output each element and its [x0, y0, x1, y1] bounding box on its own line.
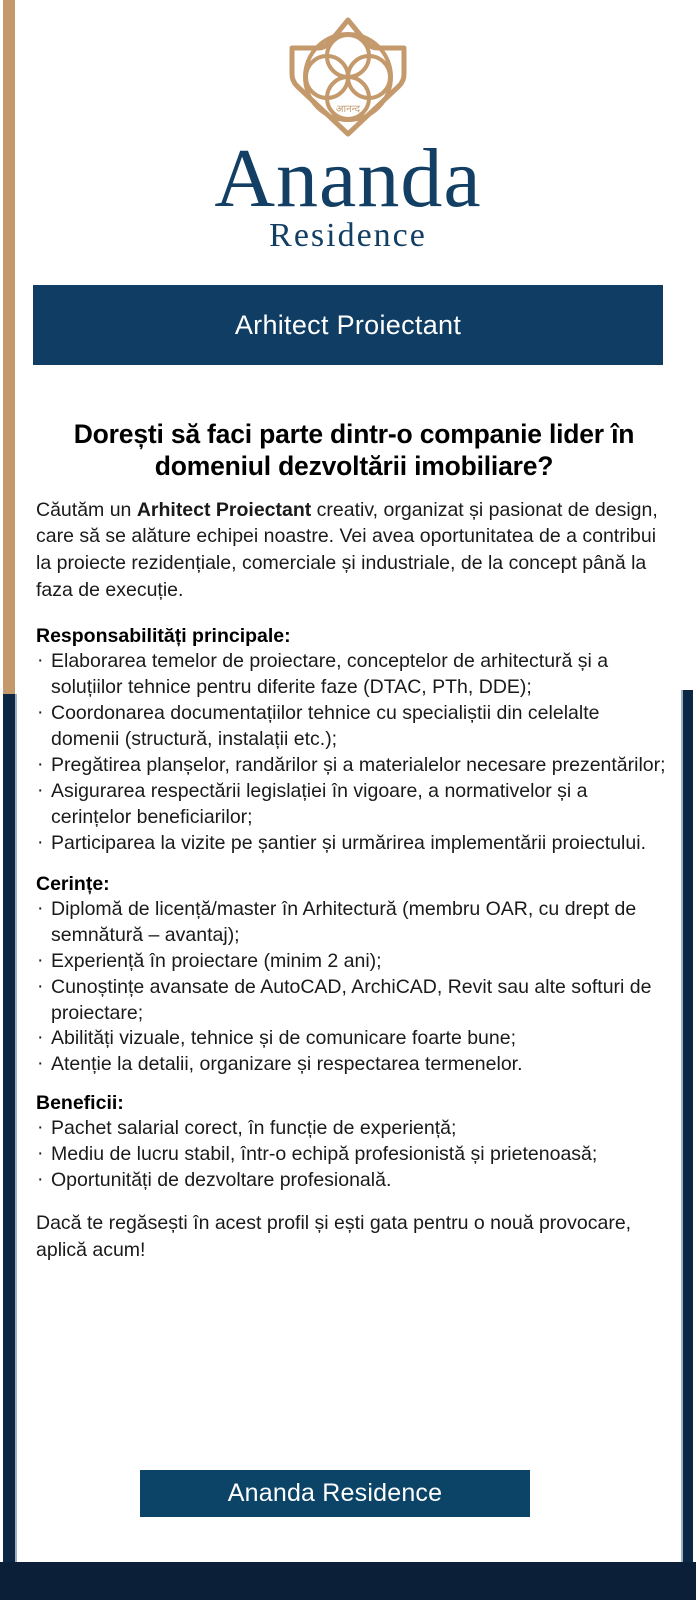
svg-text:आनन्द: आनन्द	[335, 104, 361, 115]
list-item: · Coordonarea documentațiilor tehnice cu specialiștii din celelalte domenii (structură, instalații etc.);	[36, 701, 672, 753]
job-title-text: Arhitect Proiectant	[234, 309, 462, 340]
section-responsabilitati	[36, 625, 672, 856]
section-heading: Responsabilități principale:	[36, 625, 291, 648]
list-item: · Pachet salarial corect, în funcție de experiență;	[36, 1116, 672, 1142]
section-spacer	[36, 857, 672, 873]
list-item: · Pregătirea planșelor, randărilor și a materialelor necesare prezentărilor;	[36, 753, 672, 779]
list-item: · Diplomă de licență/master în Arhitectură (membru OAR, cu drept de semnătură – avantaj);	[36, 897, 672, 949]
section-bullet-list	[36, 897, 672, 1078]
list-item: · Experiență în proiectare (minim 2 ani);	[36, 949, 672, 975]
brand-subwordmark: Residence	[269, 217, 427, 255]
footer-bar	[0, 1562, 696, 1600]
intro-paragraph	[36, 497, 672, 604]
apply-cta-label: Ananda Residence	[227, 1479, 443, 1507]
apply-cta-button[interactable]	[140, 1470, 530, 1517]
list-item: · Cunoștințe avansate de AutoCAD, ArchiCAD, Revit sau alte softuri de proiectare;	[36, 975, 672, 1027]
lead-heading: Dorești să faci parte dintr-o companie lider în domeniul dezvoltării imobiliare?	[73, 419, 635, 482]
intro-text-after: creativ, organizat și pasionat de design, care să se alăture echipei noastre. Vei avea oportunitatea de a contribui la proiecte rezidențiale, comerciale și industriale, de la concept până la faza de execuție.	[36, 498, 658, 601]
list-item: · Oportunități de dezvoltare profesională.	[36, 1168, 672, 1194]
brand-logo-block	[0, 16, 696, 253]
ananda-mandala-emblem	[288, 16, 408, 138]
section-spacer	[36, 1078, 672, 1092]
intro-role-emphasis: Arhitect Proiectant	[136, 498, 312, 521]
job-title-banner	[33, 285, 663, 365]
section-heading: Cerințe:	[36, 872, 110, 895]
list-item: · Asigurarea respectării legislației în vigoare, a normativelor și a cerințelor beneficiarilor;	[36, 779, 672, 831]
list-item: · Elaborarea temelor de proiectare, conceptelor de arhitectură și a soluțiilor tehnice pentru diferite faze (DTAC, PTh, DDE);	[36, 649, 672, 701]
section-cerinte	[36, 873, 672, 1078]
section-heading: Beneficii:	[36, 1092, 124, 1115]
intro-text-before: Căutăm un	[36, 498, 137, 521]
section-beneficii	[36, 1092, 672, 1194]
list-item: · Abilități vizuale, tehnice și de comunicare foarte bune;	[36, 1026, 672, 1052]
closing-paragraph: Dacă te regăsești în acest profil și ești gata pentru o nouă provocare, aplică acum!	[36, 1212, 632, 1261]
section-bullet-list	[36, 1116, 672, 1194]
section-bullet-list	[36, 649, 672, 856]
left-hairline	[15, 694, 17, 1562]
section-spacer	[36, 1194, 672, 1210]
right-navy-rule	[683, 690, 693, 1562]
list-item: · Participarea la vizite pe șantier și urmărirea implementării proiectului.	[36, 831, 672, 857]
list-item: · Atenție la detalii, organizare și respectarea termenelor.	[36, 1052, 672, 1078]
right-hairline	[681, 690, 683, 1562]
left-navy-rule	[3, 694, 15, 1562]
brand-wordmark: Ananda	[214, 132, 482, 225]
list-item: · Mediu de lucru stabil, într-o echipă profesionistă și prietenoasă;	[36, 1142, 672, 1168]
job-description-content	[36, 418, 672, 1263]
